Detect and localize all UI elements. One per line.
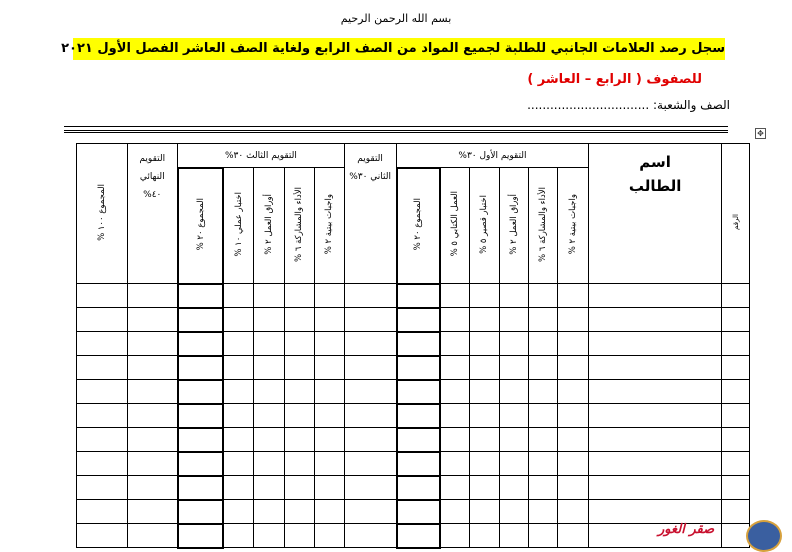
site-logo: صقر الغور [658,520,782,550]
grade-cell[interactable] [315,500,344,524]
eval1-quiz-col: اختبار قصير ٥ % [470,168,499,284]
grade-cell[interactable] [315,428,344,452]
bismillah: بسم الله الرحمن الرحيم [340,12,452,25]
grade-cell[interactable] [499,308,528,332]
grade-cell[interactable] [558,404,588,428]
grade-cell[interactable] [315,476,344,500]
grade-cell[interactable] [77,476,128,500]
grade-cell[interactable] [722,404,750,428]
grade-cell[interactable] [254,476,284,500]
grade-cell[interactable] [440,380,469,404]
grade-cell[interactable] [223,404,253,428]
eval3-practical-test-col: اختبار عملي ١٠ % [223,168,253,284]
grade-cell[interactable] [344,332,397,356]
grade-cell[interactable] [77,524,128,548]
grade-cell[interactable] [344,356,397,380]
eval1-group-header: التقويم الأول ٣٠% [397,144,589,168]
grade-cell[interactable] [397,356,441,380]
grade-cell[interactable] [77,452,128,476]
grade-cell[interactable] [223,380,253,404]
grade-cell[interactable] [284,500,314,524]
eval1-written-col: العمل الكتابي ٥ % [440,168,469,284]
grade-cell[interactable] [397,476,441,500]
grade-cell[interactable] [284,476,314,500]
grade-cell[interactable] [440,428,469,452]
table-row [77,428,750,452]
grade-cell[interactable] [528,428,557,452]
grade-cell[interactable] [528,524,557,548]
grade-cell[interactable] [315,404,344,428]
grade-cell[interactable] [440,308,469,332]
grade-cell[interactable] [722,284,750,308]
grade-cell[interactable] [440,332,469,356]
grade-cell[interactable] [470,500,499,524]
grade-cell[interactable] [127,284,178,308]
grade-cell[interactable] [77,308,128,332]
table-row [77,524,750,548]
grade-cell[interactable] [344,380,397,404]
grade-cell[interactable] [344,308,397,332]
grade-cell[interactable] [127,332,178,356]
grade-cell[interactable] [77,404,128,428]
grade-cell[interactable] [470,284,499,308]
grade-cell[interactable] [499,356,528,380]
grade-cell[interactable] [127,404,178,428]
grade-cell[interactable] [127,428,178,452]
grade-cell[interactable] [470,428,499,452]
grade-cell[interactable] [397,308,441,332]
grade-cell[interactable] [178,500,224,524]
grade-cell[interactable] [558,476,588,500]
grade-cell[interactable] [284,356,314,380]
grade-cell[interactable] [440,356,469,380]
table-move-handle-icon[interactable]: ✥ [755,128,766,139]
eval3-group-header: التقويم الثالث ٣٠% [178,144,344,168]
grade-cell[interactable] [178,452,224,476]
grade-cell[interactable] [315,308,344,332]
grade-cell[interactable] [315,356,344,380]
eval3-worksheets-col: أوراق العمل ٢ % [254,168,284,284]
table-row [77,356,750,380]
grade-cell[interactable] [470,452,499,476]
grade-cell[interactable] [397,452,441,476]
separator-line [64,126,728,131]
grade-cell[interactable] [284,308,314,332]
grade-cell[interactable] [558,308,588,332]
grade-cell[interactable] [588,380,722,404]
grade-cell[interactable] [588,428,722,452]
grade-cell[interactable] [397,284,441,308]
grade-cell[interactable] [588,452,722,476]
grade-cell[interactable] [470,404,499,428]
grade-cell[interactable] [127,308,178,332]
table-row [77,380,750,404]
grade-cell[interactable] [77,284,128,308]
grade-cell[interactable] [440,404,469,428]
grade-cell[interactable] [440,524,469,548]
grade-cell[interactable] [178,428,224,452]
eval3-performance-col: الأداء والمشاركة ٦ % [284,168,314,284]
grade-cell[interactable] [588,404,722,428]
grade-cell[interactable] [344,428,397,452]
table-row [77,308,750,332]
grade-cell[interactable] [223,452,253,476]
grade-cell[interactable] [470,332,499,356]
table-row [77,404,750,428]
grade-cell[interactable] [254,284,284,308]
grade-cell[interactable] [223,332,253,356]
grade-cell[interactable] [440,284,469,308]
grade-cell[interactable] [254,524,284,548]
final-eval-header: التقويم النهائي ٤٠% [127,144,178,284]
grades-range: للصفوف ( الرابع – العاشر ) [527,72,702,87]
grade-cell[interactable] [397,500,441,524]
table-row [77,284,750,308]
grade-cell[interactable] [77,332,128,356]
grade-cell[interactable] [315,452,344,476]
grade-cell[interactable] [470,524,499,548]
grade-cell[interactable] [528,500,557,524]
grade-cell[interactable] [588,308,722,332]
grade-cell[interactable] [528,332,557,356]
grade-cell[interactable] [528,452,557,476]
grade-cell[interactable] [528,380,557,404]
eval1-total-col: المجموع ٢٠ % [397,168,441,284]
grade-cell[interactable] [223,500,253,524]
grade-cell[interactable] [77,500,128,524]
grade-cell[interactable] [178,380,224,404]
grade-cell[interactable] [254,500,284,524]
eval1-performance-col: الأداء والمشاركة ٦ % [528,168,557,284]
grade-cell[interactable] [254,428,284,452]
table-row [77,332,750,356]
grade-cell[interactable] [254,308,284,332]
grade-cell[interactable] [254,356,284,380]
grade-cell[interactable] [499,500,528,524]
grade-cell[interactable] [470,476,499,500]
grade-cell[interactable] [284,332,314,356]
grade-cell[interactable] [344,404,397,428]
grade-cell[interactable] [558,452,588,476]
grade-cell[interactable] [127,452,178,476]
grade-cell[interactable] [77,380,128,404]
grade-cell[interactable] [528,356,557,380]
grade-cell[interactable] [558,284,588,308]
grade-cell[interactable] [397,404,441,428]
grade-cell[interactable] [499,380,528,404]
grade-cell[interactable] [558,428,588,452]
grade-cell[interactable] [127,380,178,404]
grade-cell[interactable] [315,380,344,404]
grade-cell[interactable] [588,356,722,380]
grade-cell[interactable] [440,452,469,476]
grade-cell[interactable] [528,284,557,308]
grade-cell[interactable] [127,524,178,548]
grade-cell[interactable] [178,356,224,380]
grade-cell[interactable] [558,524,588,548]
grade-cell[interactable] [397,332,441,356]
grade-cell[interactable] [499,284,528,308]
grade-cell[interactable] [528,404,557,428]
table-row [77,500,750,524]
grade-cell[interactable] [722,380,750,404]
grade-cell[interactable] [344,500,397,524]
grade-cell[interactable] [284,452,314,476]
grade-cell[interactable] [344,452,397,476]
grade-cell[interactable] [254,332,284,356]
eval2-header: التقويم الثاني ٣٠% [344,144,397,284]
grade-cell[interactable] [499,524,528,548]
grade-cell[interactable] [397,524,441,548]
eval3-total-col: المجموع ٢٠ % [178,168,224,284]
grade-cell[interactable] [558,380,588,404]
grade-cell[interactable] [528,476,557,500]
grade-cell[interactable] [440,500,469,524]
grade-cell[interactable] [499,332,528,356]
grade-cell[interactable] [722,452,750,476]
grade-cell[interactable] [499,404,528,428]
grade-cell[interactable] [284,380,314,404]
grade-cell[interactable] [344,284,397,308]
grade-cell[interactable] [127,476,178,500]
grade-cell[interactable] [178,524,224,548]
separator-line-2 [64,132,728,133]
grade-cell[interactable] [223,284,253,308]
grade-cell[interactable] [284,404,314,428]
grade-cell[interactable] [440,476,469,500]
grade-cell[interactable] [722,356,750,380]
grade-cell[interactable] [178,332,224,356]
grade-cell[interactable] [722,428,750,452]
grade-cell[interactable] [397,428,441,452]
grade-cell[interactable] [344,476,397,500]
grade-cell[interactable] [178,284,224,308]
grade-cell[interactable] [499,428,528,452]
grade-cell[interactable] [499,452,528,476]
grade-cell[interactable] [223,308,253,332]
grade-cell[interactable] [178,404,224,428]
grade-cell[interactable] [470,356,499,380]
grade-cell[interactable] [344,524,397,548]
grade-cell[interactable] [284,428,314,452]
grade-cell[interactable] [77,428,128,452]
grade-cell[interactable] [528,308,557,332]
table-row [77,476,750,500]
rank-header: الرقم [722,144,750,284]
eval1-worksheets-col: أوراق العمل ٢ % [499,168,528,284]
table-row [77,452,750,476]
logo-emblem-icon [746,520,782,552]
grade-cell[interactable] [470,308,499,332]
grade-cell[interactable] [223,428,253,452]
grade-cell[interactable] [558,356,588,380]
grade-cell[interactable] [178,476,224,500]
grade-cell[interactable] [284,284,314,308]
grade-cell[interactable] [254,404,284,428]
page-title: سجل رصد العلامات الجانبي للطلبة لجميع المواد من الصف الرابع ولغاية الصف العاشر الفصل الأول ٢٠٢١ [73,38,725,60]
grade-cell[interactable] [558,332,588,356]
grade-cell[interactable] [223,476,253,500]
grade-cell[interactable] [77,356,128,380]
grade-cell[interactable] [127,500,178,524]
grade-cell[interactable] [722,332,750,356]
grade-cell[interactable] [315,524,344,548]
eval3-homework-col: واجبات بيتية ٢ % [315,168,344,284]
grade-cell[interactable] [588,476,722,500]
grade-cell[interactable] [397,380,441,404]
grade-cell[interactable] [178,308,224,332]
grade-cell[interactable] [722,476,750,500]
grade-cell[interactable] [499,476,528,500]
grade-cell[interactable] [588,284,722,308]
grade-cell[interactable] [254,452,284,476]
grade-cell[interactable] [223,356,253,380]
student-name-header: اسم الطالب [588,144,722,284]
grade-cell[interactable] [722,308,750,332]
grade-cell[interactable] [558,500,588,524]
grade-cell[interactable] [223,524,253,548]
class-section-label: الصف والشعبة: ................................ [527,98,730,112]
grade-cell[interactable] [315,284,344,308]
total-header: المجموع ١٠٠ % [77,144,128,284]
eval1-homework-col: واجبات بيتية ٢ % [558,168,588,284]
grade-cell[interactable] [254,380,284,404]
grades-table [76,143,750,549]
grade-cell[interactable] [588,332,722,356]
grade-cell[interactable] [127,356,178,380]
grade-cell[interactable] [284,524,314,548]
grade-cell[interactable] [470,380,499,404]
grade-cell[interactable] [315,332,344,356]
